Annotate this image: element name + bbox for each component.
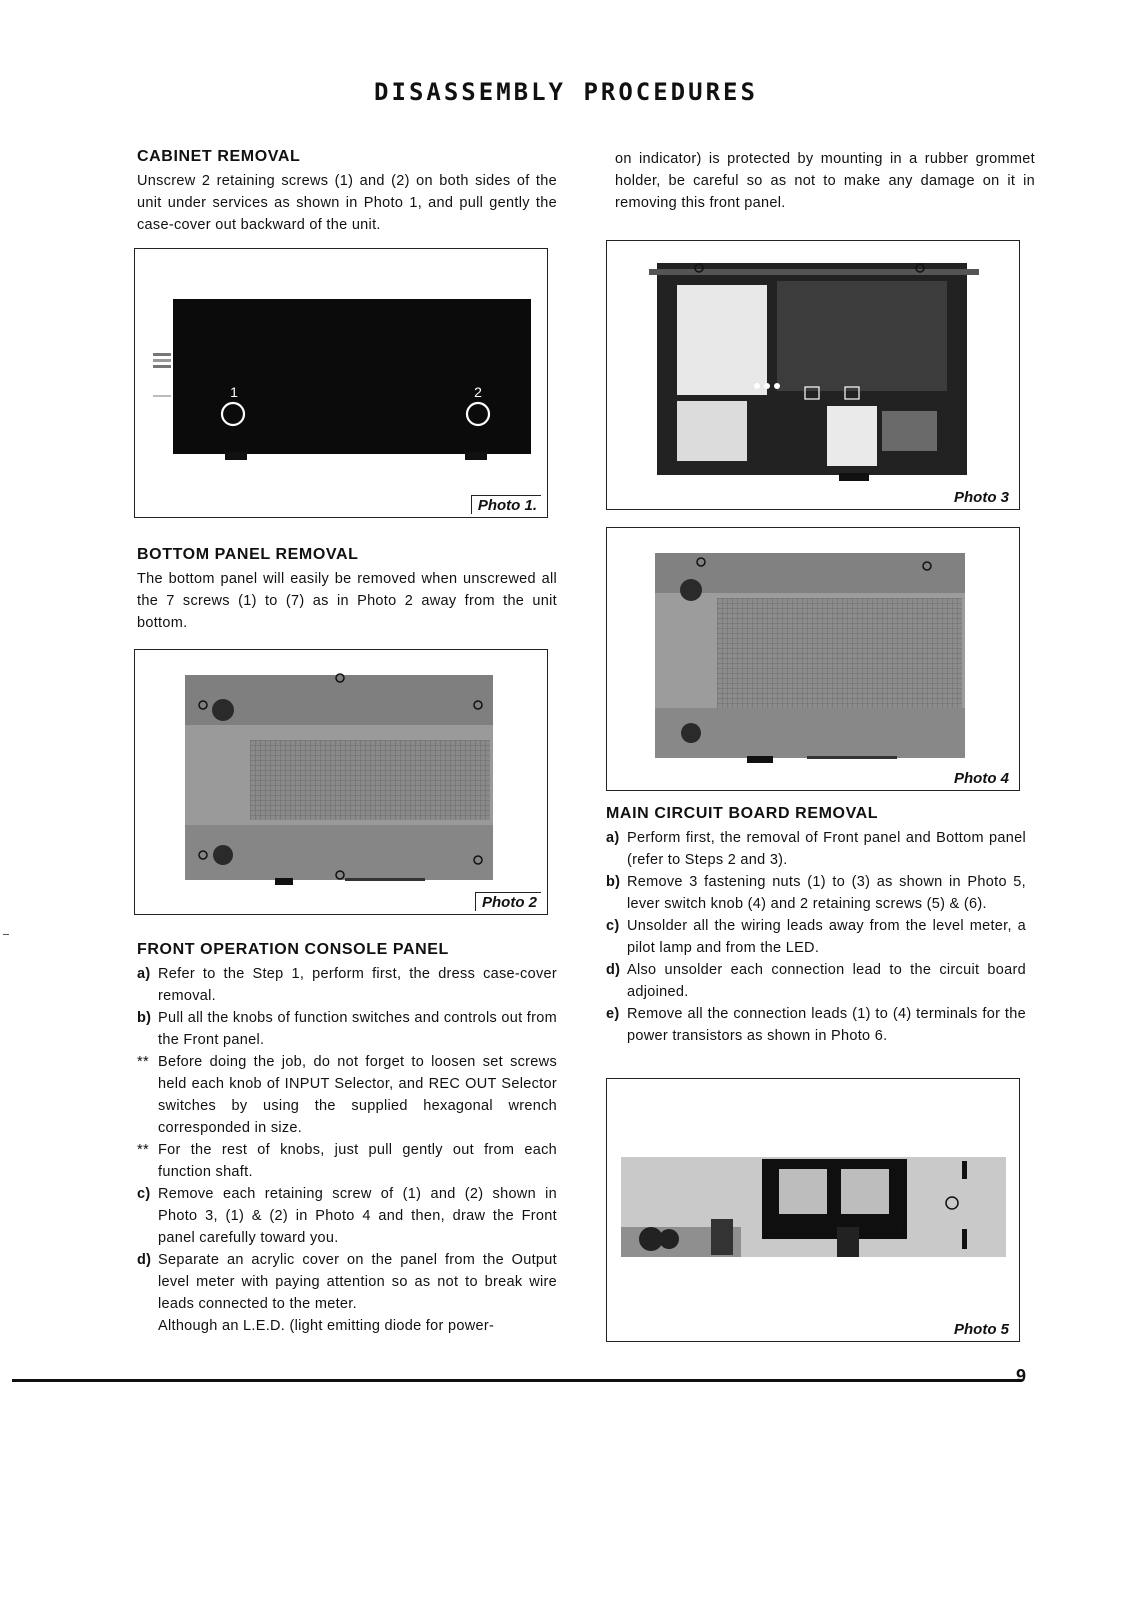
left-column xyxy=(137,148,557,236)
front-step-a: a) Refer to the Step 1, perform first, the dress case-cover removal. xyxy=(137,966,557,1004)
page-title: DISASSEMBLY PROCEDURES xyxy=(374,78,758,106)
photo-5 xyxy=(606,1078,1020,1342)
photo-3-caption: Photo 3 xyxy=(948,488,1013,506)
photo-1-label-2: 2 xyxy=(474,384,482,400)
main-step-d: d) Also unsolder each connection lead to the circuit board adjoined. xyxy=(606,962,1026,1000)
cabinet-text: Unscrew 2 retaining screws (1) and (2) on both sides of the unit under services as shown in Photo 1, and pull gently the case-cover out backward of the unit. xyxy=(137,173,557,233)
photo-1-image xyxy=(135,249,547,517)
photo-5-caption: Photo 5 xyxy=(948,1320,1013,1338)
front-continuation-right: on indicator) is protected by mounting in a rubber grommet holder, be careful so as not to make any damage on it in removing this front panel. xyxy=(615,151,1035,211)
stray-mark xyxy=(3,934,9,935)
front-note-2: ** For the rest of knobs, just pull gently out from each function shaft. xyxy=(137,1142,557,1180)
photo-1-label-1: 1 xyxy=(230,384,238,400)
page-number: 9 xyxy=(1016,1366,1027,1386)
bottom-panel-section xyxy=(137,546,557,634)
photo-5-image xyxy=(607,1079,1019,1341)
photo-4 xyxy=(606,527,1020,791)
front-step-c: c) Remove each retaining screw of (1) and (2) shown in Photo 3, (1) & (2) in Photo 4 and then, draw the Front panel carefully toward you. xyxy=(137,1186,557,1246)
main-step-b: b) Remove 3 fastening nuts (1) to (3) as shown in Photo 5, lever switch knob (4) and 2 retaining screws (5) & (6). xyxy=(606,874,1026,912)
photo-2 xyxy=(134,649,548,915)
main-step-e: e) Remove all the connection leads (1) to (4) terminals for the power transistors as shown in Photo 6. xyxy=(606,1006,1026,1044)
right-column xyxy=(615,148,1035,214)
photo-3-image xyxy=(607,241,1019,509)
photo-3 xyxy=(606,240,1020,510)
front-panel-section xyxy=(137,941,557,1337)
main-board-heading: MAIN CIRCUIT BOARD REMOVAL xyxy=(606,805,879,822)
cabinet-heading: CABINET REMOVAL xyxy=(137,148,301,165)
photo-2-image xyxy=(135,650,547,914)
photo-4-image xyxy=(607,528,1019,790)
photo-1 xyxy=(134,248,548,518)
front-step-d: d) Separate an acrylic cover on the panel from the Output level meter with paying attention so as not to break wire leads connected to the meter. xyxy=(137,1252,557,1312)
front-note-1: ** Before doing the job, do not forget to loosen set screws held each knob of INPUT Selector, and REC OUT Selector switches by using the supplied hexagonal wrench corresponded in size. xyxy=(137,1054,557,1136)
front-continuation: Although an L.E.D. (light emitting diode for power- xyxy=(158,1318,495,1334)
main-step-a: a) Perform first, the removal of Front panel and Bottom panel (refer to Steps 2 and 3). xyxy=(606,830,1026,868)
front-step-b: b) Pull all the knobs of function switches and controls out from the Front panel. xyxy=(137,1010,557,1048)
main-step-c: c) Unsolder all the wiring leads away from the level meter, a pilot lamp and from the LED. xyxy=(606,918,1026,956)
photo-4-caption: Photo 4 xyxy=(948,769,1013,787)
main-board-section xyxy=(606,805,1026,1047)
footer-rule xyxy=(12,1379,1022,1382)
photo-1-caption: Photo 1. xyxy=(471,495,541,514)
photo-2-caption: Photo 2 xyxy=(475,892,541,911)
bottom-text: The bottom panel will easily be removed when unscrewed all the 7 screws (1) to (7) as in Photo 2 away from the unit bottom. xyxy=(137,571,557,631)
front-heading: FRONT OPERATION CONSOLE PANEL xyxy=(137,941,449,958)
bottom-heading: BOTTOM PANEL REMOVAL xyxy=(137,546,359,563)
